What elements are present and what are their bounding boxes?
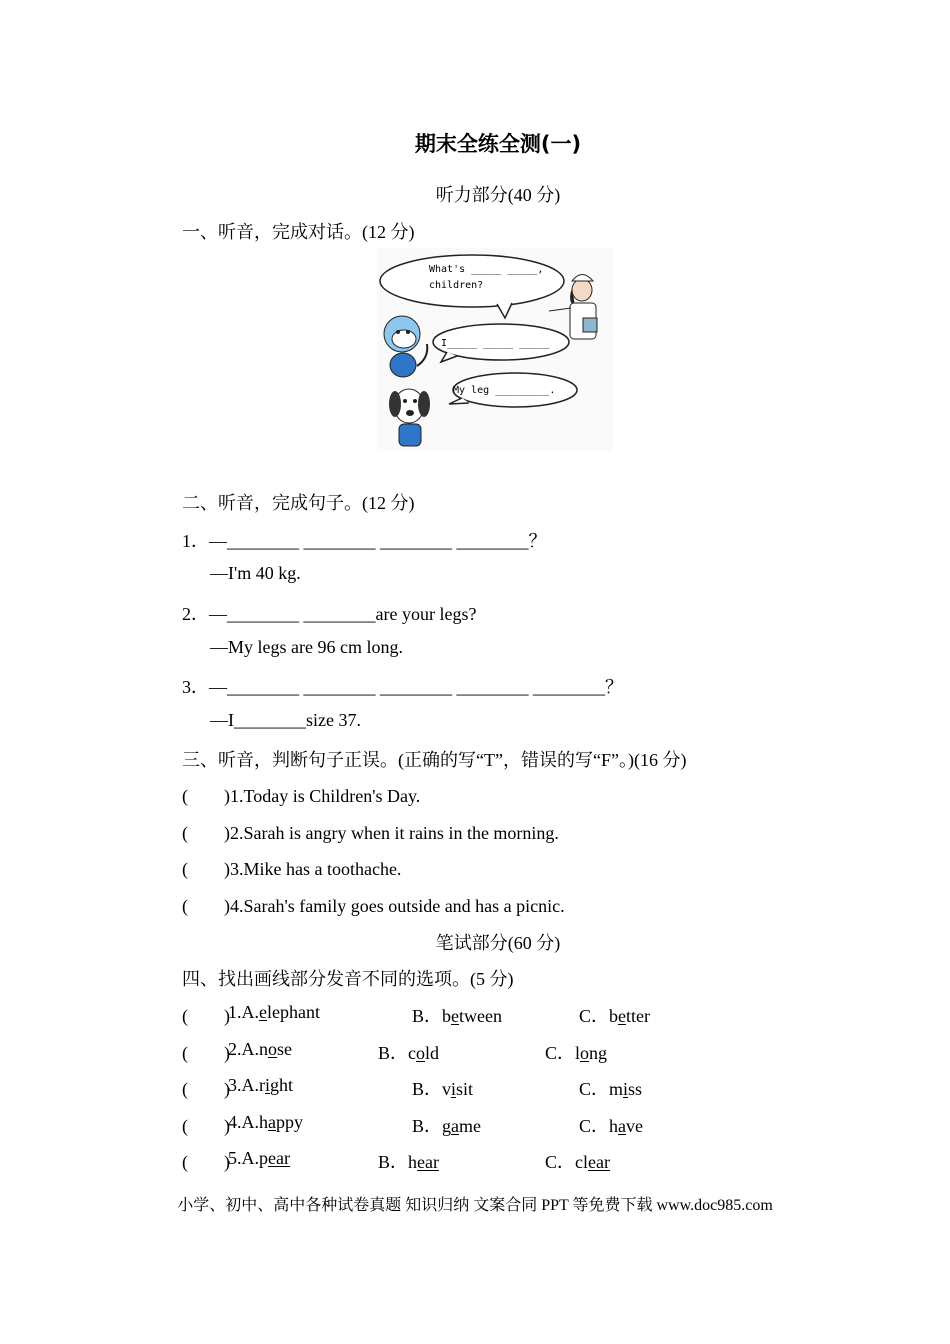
s3-item-1: ( )1.Today is Children's Day. [182, 786, 421, 806]
page-title: 期末全练全测(一) [414, 132, 582, 156]
listening-header: 听力部分(40 分) [435, 185, 561, 205]
s2-a1: —I'm 40 kg. [210, 563, 301, 583]
section3-heading: 三、听音，判断句子正误。(正确的写“T”，错误的写“F”。)(16 分) [182, 750, 687, 770]
option-a: 4.A.happy [228, 1112, 303, 1132]
s2-q3: 3．—________ ________ ________ ________ ________？ [182, 677, 623, 697]
bubble1-text-line1: What's _____ _____, [429, 264, 544, 275]
answer-paren: ( ) [182, 1152, 230, 1172]
dialogue-svg [377, 248, 613, 451]
option-c: C．have [579, 1116, 644, 1136]
option-c: C．miss [579, 1079, 643, 1099]
s2-q1: 1．—________ ________ ________ ________？ [182, 531, 547, 551]
answer-paren: ( ) [182, 1079, 230, 1099]
section1-heading: 一、听音，完成对话。(12 分) [182, 222, 415, 242]
option-c: C．clear [545, 1152, 610, 1172]
section2-heading: 二、听音，完成句子。(12 分) [182, 493, 415, 513]
s3-item-3: ( )3.Mike has a toothache. [182, 859, 402, 879]
answer-paren: ( ) [182, 1006, 230, 1026]
option-b: B．game [412, 1116, 482, 1136]
option-a: 2.A.nose [228, 1039, 292, 1059]
s2-q2: 2．—________ ________are your legs? [182, 604, 477, 624]
option-b: B．hear [378, 1152, 439, 1172]
option-c: C．better [579, 1006, 651, 1026]
s3-item-4: ( )4.Sarah's family goes outside and has a picnic. [182, 896, 565, 916]
dialogue-illustration [377, 248, 613, 451]
option-a: 3.A.right [228, 1075, 294, 1095]
monkey-figure [384, 316, 427, 377]
bubble1-text-line2: children? [429, 280, 484, 291]
option-c: C．long [545, 1043, 608, 1063]
option-b: B．between [412, 1006, 502, 1026]
option-a: 1.A.elephant [228, 1002, 320, 1022]
s2-a2: —My legs are 96 cm long. [210, 637, 403, 657]
answer-paren: ( ) [182, 1116, 230, 1136]
bubble2-text: I_____ _____ _____ [441, 338, 550, 349]
section4-heading: 四、找出画线部分发音不同的选项。(5 分) [182, 969, 514, 989]
s3-item-2: ( )2.Sarah is angry when it rains in the morning. [182, 823, 559, 843]
s2-a3: —I________size 37. [210, 710, 361, 730]
dog-figure [389, 389, 430, 446]
written-header: 笔试部分(60 分) [435, 933, 561, 953]
page-footer: 小学、初中、高中各种试卷真题 知识归纳 文案合同 PPT 等免费下载 www.doc985.com [177, 1197, 773, 1214]
option-b: B．visit [412, 1079, 474, 1099]
bubble3-text: My leg _________. [453, 385, 556, 396]
option-a: 5.A.pear [228, 1148, 290, 1168]
option-b: B．cold [378, 1043, 440, 1063]
answer-paren: ( ) [182, 1043, 230, 1063]
